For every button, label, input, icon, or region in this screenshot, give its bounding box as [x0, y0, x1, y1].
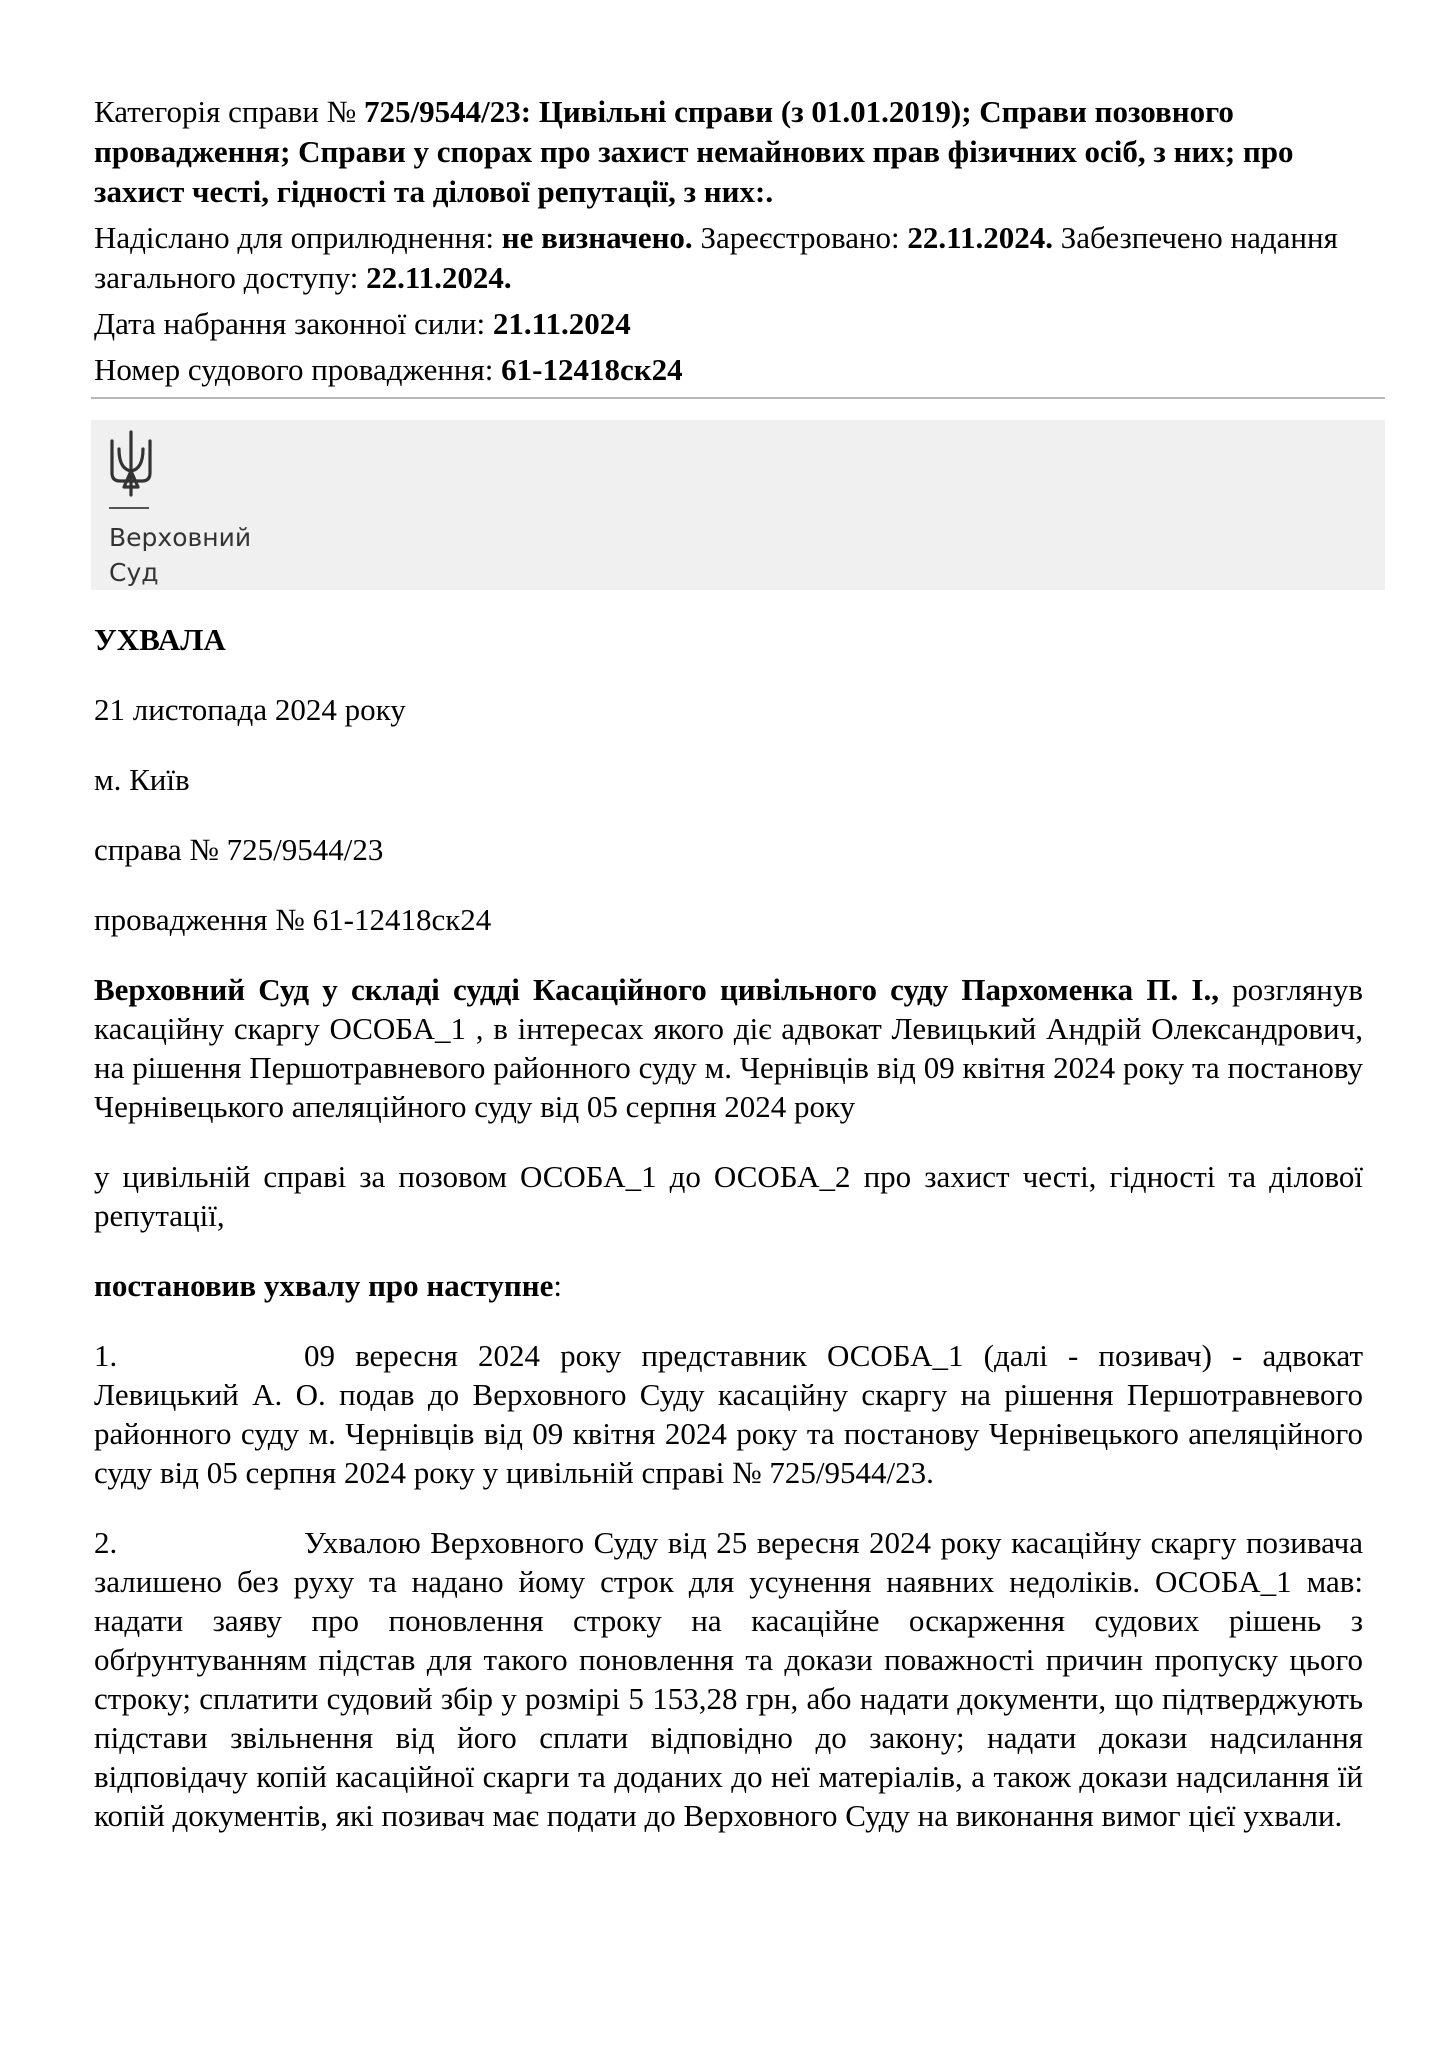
paragraph-2: 2. Ухвалою Верховного Суду від 25 вересня 2024 року касаційну скаргу позивача залишено без руху та надано йому строк для усунення наявних недоліків. ОСОБА_1 мав: надати заяву про поновлення строку на касаційне оскарження судових рішень з обґрунтуванням підстав для такого поновлення та докази поважності причин пропуску цього строку; сплатити судовий збір у розмірі 5 153,28 грн, або надати документи, що підтверджують підстави звільнення від його сплати відповідно до закону; надати докази надсилання відповідачу копій касаційної скарги та доданих до неї матеріалів, а також докази надсилання їй копій документів, які позивач має подати до Верховного Суду на виконання вимог цієї ухвали.	[94, 1525, 1363, 1833]
proceeding-number: Номер судового провадження: 61-12418ск24	[94, 352, 683, 387]
legal-force-date: Дата набрання законної сили: 21.11.2024	[94, 306, 631, 341]
ruling-date: 21 листопада 2024 року	[94, 692, 406, 727]
case-number: справа № 725/9544/23	[94, 832, 384, 867]
ruling-body	[94, 620, 1363, 1835]
logo-divider	[109, 507, 149, 509]
proceeding-ref: провадження № 61-12418ск24	[94, 902, 492, 937]
ruling-city: м. Київ	[94, 762, 190, 797]
intro-paragraph: Верховний Суд у складі судді Касаційного цивільного суду Пархоменка П. І., розглянув касаційну скаргу ОСОБА_1 , в інтересах якого діє адвокат Левицький Андрій Олександрович, на рішення Першотравневого районного суду м. Чернівців від 09 квітня 2024 року та постанову Чернівецького апеляційного суду від 05 серпня 2024 року	[94, 972, 1364, 1124]
civil-case-paragraph: у цивільній справі за позовом ОСОБА_1 до ОСОБА_2 про захист честі, гідності та ділової репутації,	[94, 1159, 1363, 1233]
case-metadata	[94, 92, 1384, 390]
court-name: Верховний Суд	[109, 523, 252, 587]
court-banner	[91, 420, 1385, 590]
divider	[91, 397, 1385, 399]
case-category: Категорія справи № 725/9544/23: Цивільні справи (з 01.01.2019); Справи позовного провадження; Справи у спорах про захист немайнових прав фізичних осіб, з них; про захист честі, гідності та ділової репутації, з них:.	[94, 94, 1294, 209]
trident-icon	[108, 429, 154, 499]
document-title: УХВАЛА	[94, 622, 226, 657]
publication-info: Надіслано для оприлюднення: не визначено. Зареєстровано: 22.11.2024. Забезпечено надання загального доступу: 22.11.2024.	[94, 220, 1338, 295]
paragraph-1: 1. 09 вересня 2024 року представник ОСОБА_1 (далі - позивач) - адвокат Левицький А. О. подав до Верховного Суду касаційну скаргу на рішення Першотравневого районного суду м. Чернівців від 09 квітня 2024 року та постанову Чернівецького апеляційного суду від 05 серпня 2024 року у цивільній справі № 725/9544/23.	[94, 1338, 1363, 1490]
resolution-heading: постановив ухвалу про наступне:	[94, 1268, 562, 1303]
